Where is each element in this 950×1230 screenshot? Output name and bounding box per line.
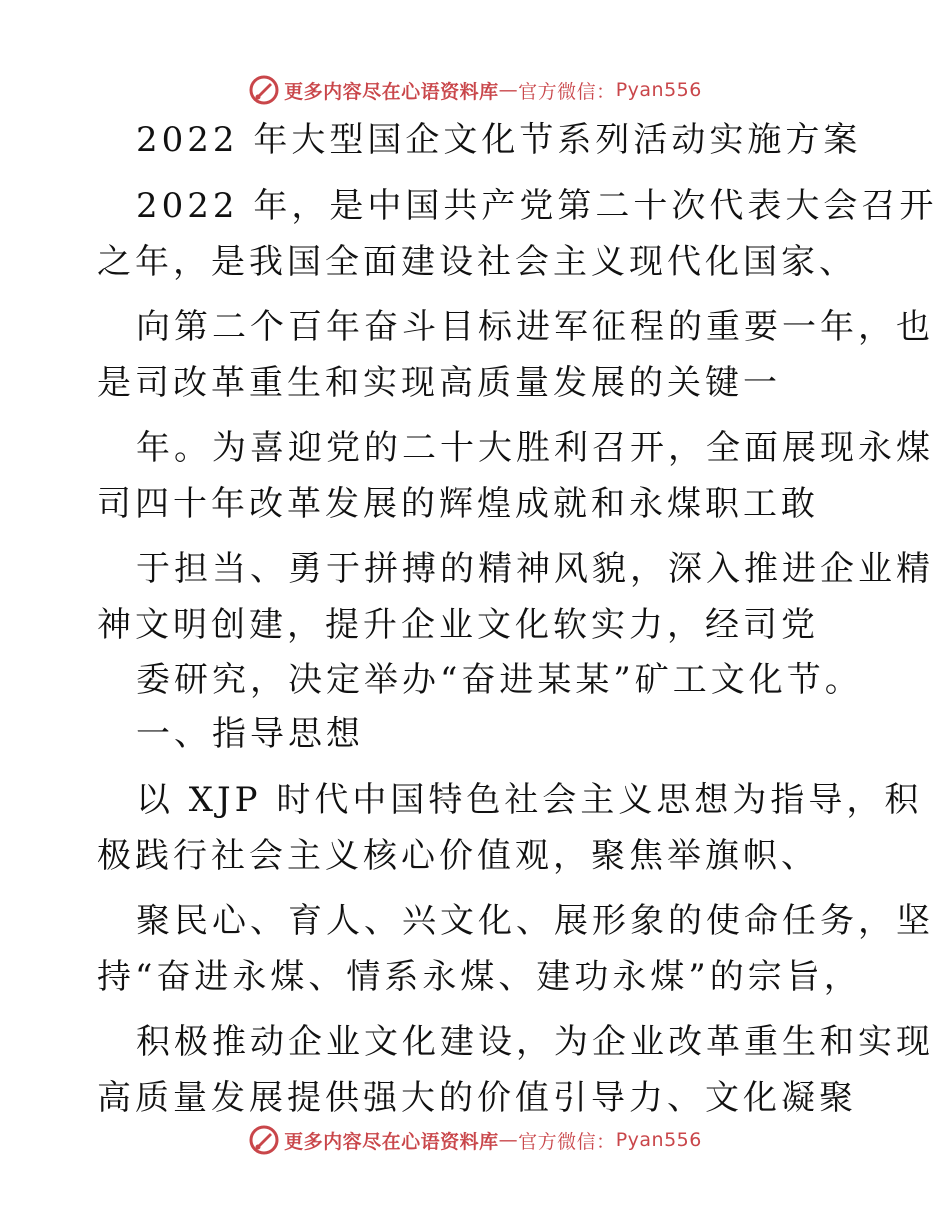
header-watermark	[0, 70, 950, 110]
watermark-handle: Pyan556	[615, 79, 702, 101]
paragraph-line: 之年，是我国全面建设社会主义现代化国家、	[97, 242, 857, 282]
footer-watermark	[0, 1120, 950, 1160]
paragraph-line: 2022 年，是中国共产党第二十次代表大会召开	[136, 186, 938, 226]
paragraph-line: 于担当、勇于拼搏的精神风貌，深入推进企业精	[136, 549, 934, 589]
paragraph-line: 委研究，决定举办“奋进某某”矿工文化节。	[136, 660, 863, 700]
watermark-main-text: 更多内容尽在心语资料库	[284, 80, 499, 103]
paragraph-line: 向第二个百年奋斗目标进军征程的重要一年，也	[136, 307, 934, 347]
logo-icon	[248, 1124, 280, 1156]
logo-icon	[248, 74, 280, 106]
watermark-wechat-label: 官方微信：	[518, 80, 616, 103]
watermark-main-text: 更多内容尽在心语资料库	[284, 1130, 499, 1153]
paragraph-line: 高质量发展提供强大的价值引导力、文化凝聚	[97, 1078, 857, 1118]
section-heading: 一、指导思想	[136, 714, 364, 754]
paragraph-line: 积极推动企业文化建设，为企业改革重生和实现	[136, 1022, 934, 1062]
document-title: 2022 年大型国企文化节系列活动实施方案	[136, 120, 862, 160]
paragraph-line: 司四十年改革发展的辉煌成就和永煤职工敢	[97, 484, 819, 524]
watermark-separator: —	[498, 79, 519, 101]
paragraph-line: 神文明创建，提升企业文化软实力，经司党	[97, 605, 819, 645]
watermark-handle: Pyan556	[615, 1129, 702, 1151]
paragraph-line: 年。为喜迎党的二十大胜利召开，全面展现永煤	[136, 428, 934, 468]
paragraph-line: 持“奋进永煤、情系永煤、建功永煤”的宗旨，	[97, 957, 862, 997]
paragraph-line: 是司改革重生和实现高质量发展的关键一	[97, 363, 781, 403]
watermark-separator: —	[498, 1129, 519, 1151]
paragraph-line: 聚民心、育人、兴文化、展形象的使命任务，坚	[136, 901, 934, 941]
paragraph-line: 以 XJP 时代中国特色社会主义思想为指导，积	[136, 780, 923, 820]
watermark-wechat-label: 官方微信：	[518, 1130, 616, 1153]
paragraph-line: 极践行社会主义核心价值观，聚焦举旗帜、	[97, 836, 819, 876]
